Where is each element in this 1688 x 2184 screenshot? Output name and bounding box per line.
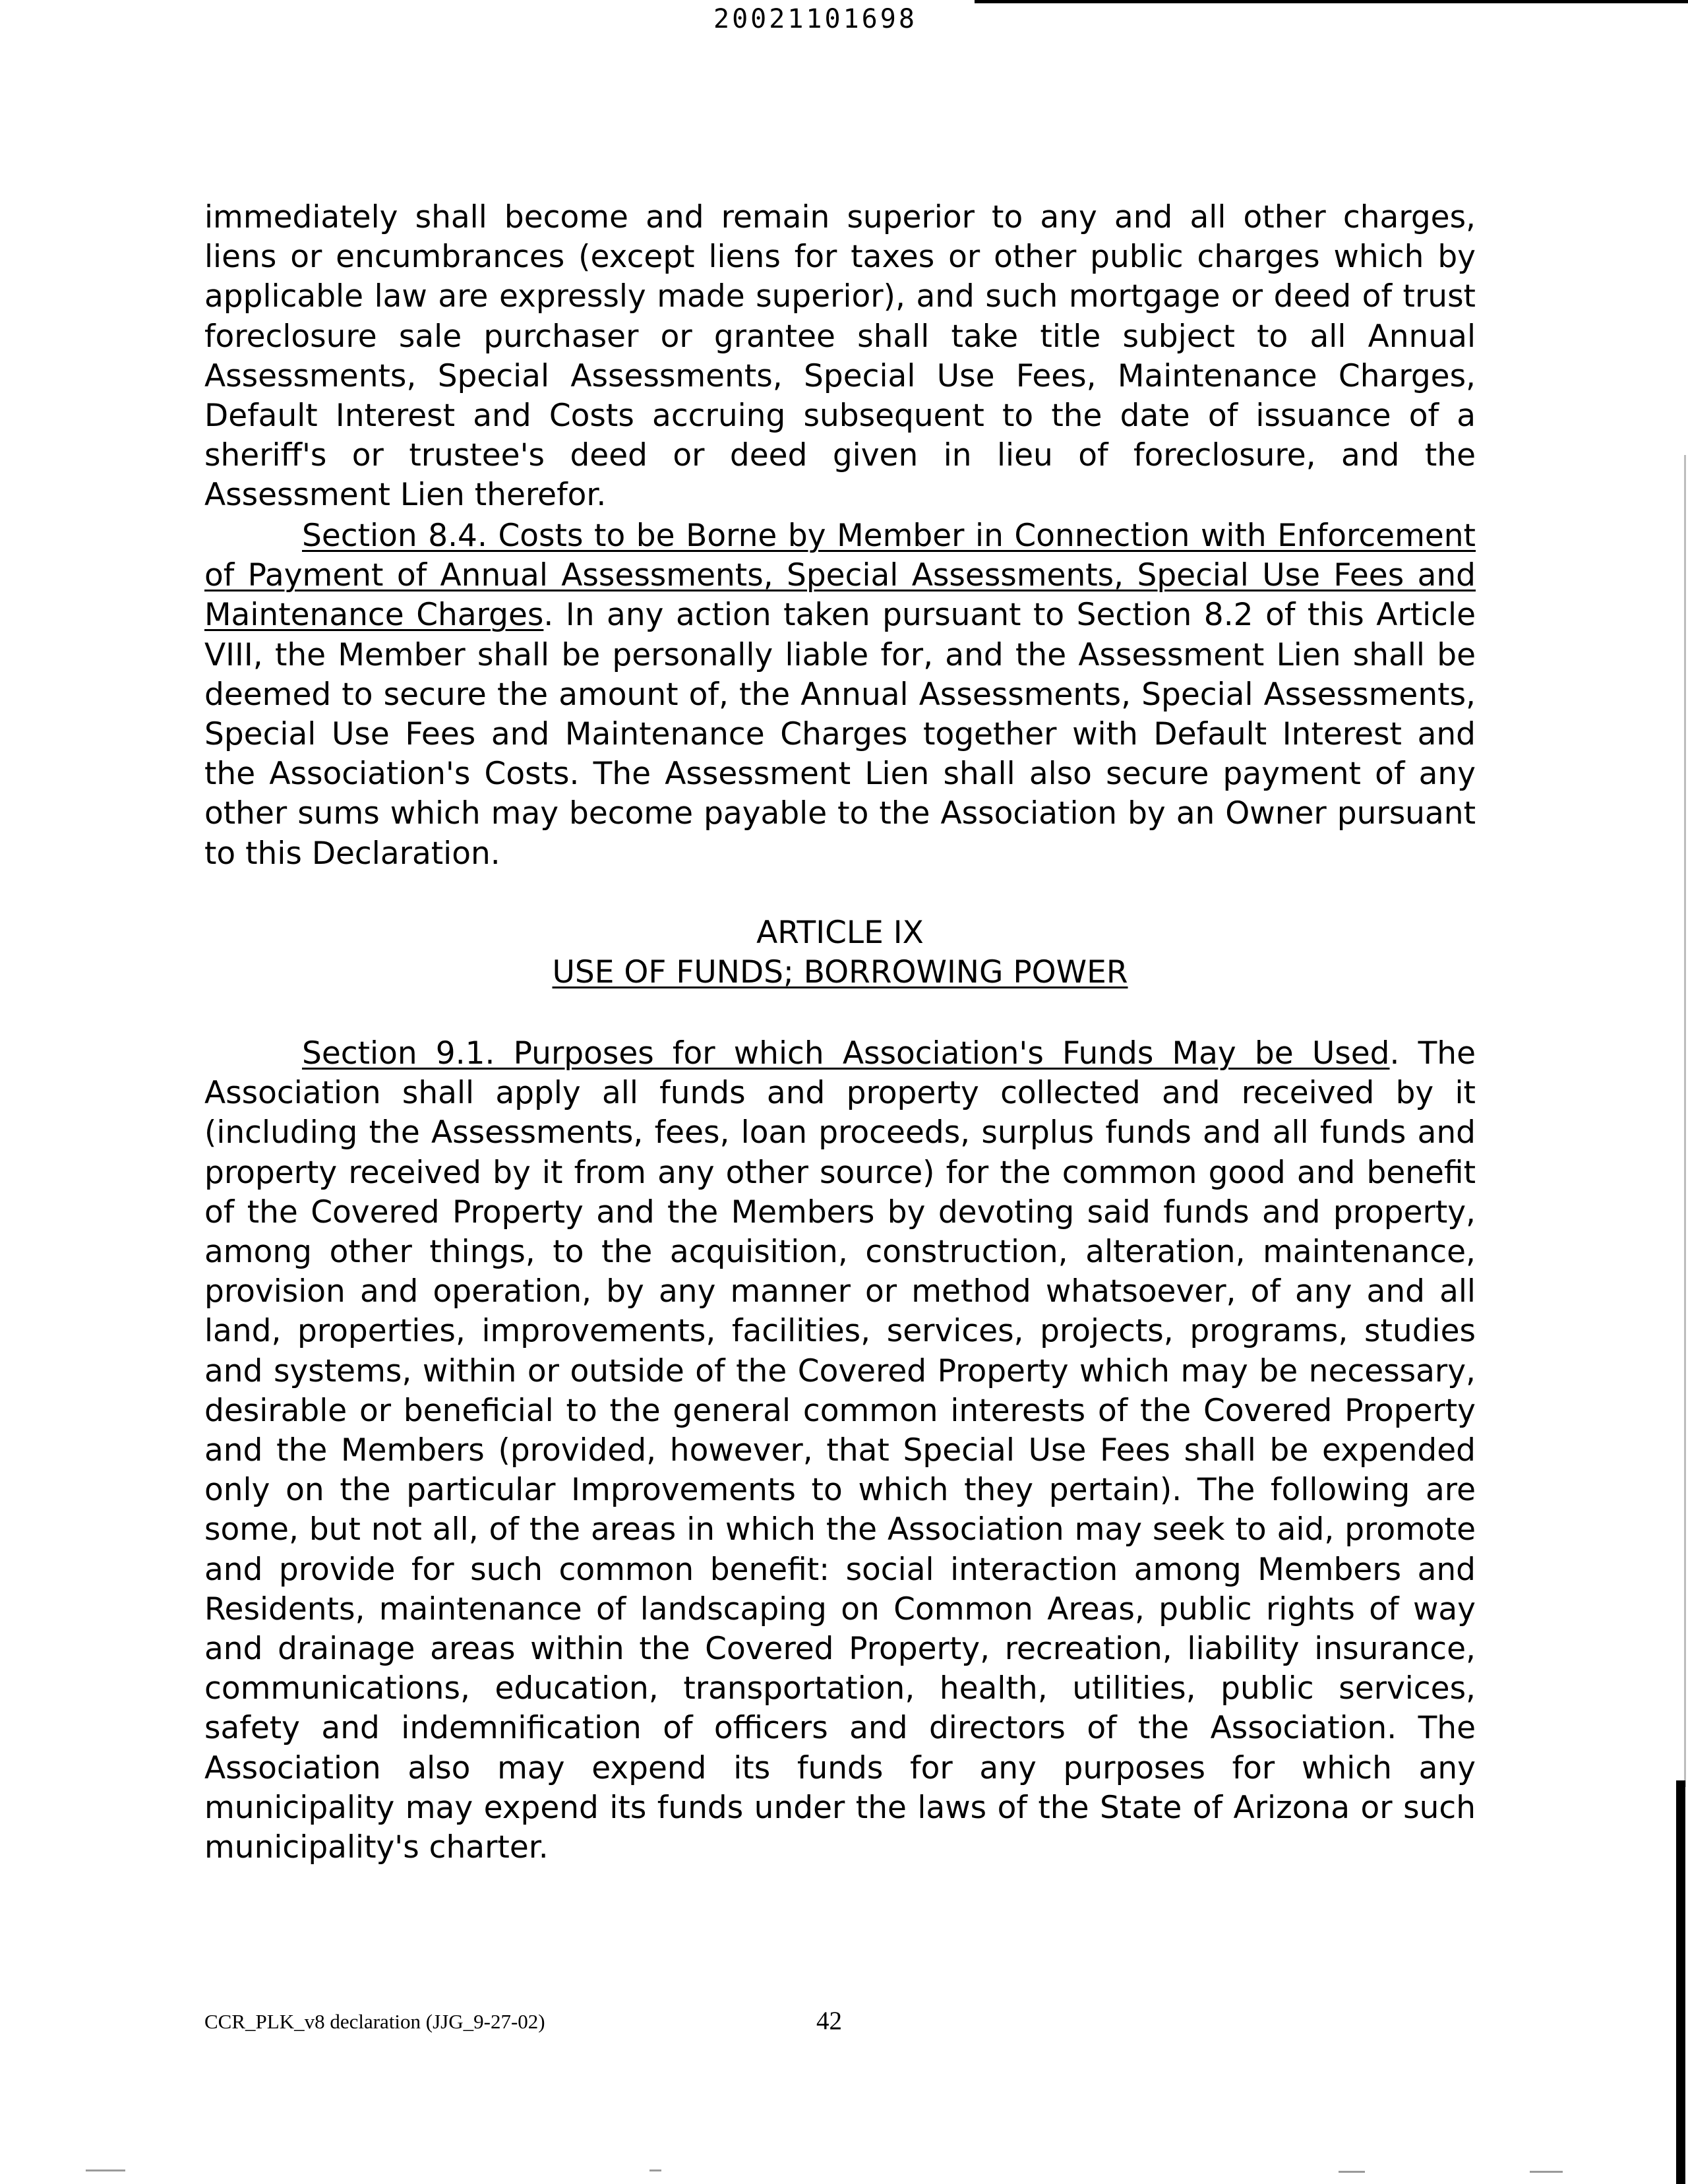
section-8-4-paragraph [204, 516, 1476, 874]
top-rule [975, 0, 1688, 3]
paragraph-continuation [204, 198, 1476, 516]
paragraph-text: immediately shall become and remain superior to any and all other charges, liens or encumbrances (except liens for taxes or other public charges which by applicable law are expressly made superior), and such mortgage or deed of trust foreclosure sale purchaser or grantee shall take title subject to all Annual Assessments, Special Assessments, Special Use Fees, Maintenance Charges, Default Interest and Costs accruing subsequent to the date of issuance of a sheriff's or trustee's deed or deed given in lieu of foreclosure, and the Assessment Lien therefor. [204, 199, 1476, 514]
footer-page-number: 42 [816, 2007, 842, 2035]
recording-number: 20021101698 [713, 4, 917, 34]
scan-speck [649, 2169, 661, 2171]
section-9-1-body: . The Association shall apply all funds and property collected and received by it (including the Assessments, fees, loan proceeds, surplus funds and all funds and property received by it from any other source) for the common good and benefit of the Covered Property and the Members by devoting said funds and property, among other things, to the acquisition, construction, alteration, maintenance, provision and operation, by any manner or method whatsoever, of any and all land, properties, improvements, facilities, services, projects, programs, studies and systems, within or outside of the Covered Property which may be necessary, desirable or beneficial to the general common interests of the Covered Property and the Members (provided, however, that Special Use Fees shall be expended only on the particular Improvements to which they pertain). The following are some, but not all, of the areas in which the Association may seek to aid, promote and provide for such common benefit: social interaction among Members and Residents, maintenance of landscaping on Common Areas, public rights of way and drainage areas within the Covered Property, recreation, liability insurance, communications, education, transportation, health, utilities, public services, safety and indemnification of officers and directors of the Association. The Association also may expend its funds for any purposes for which any municipality may expend its funds under the laws of the State of Arizona or such municipality's charter. [204, 1035, 1476, 1866]
section-9-1-paragraph [204, 1034, 1476, 1867]
scan-speck [1530, 2171, 1563, 2173]
scan-speck [1339, 2171, 1365, 2173]
article-number: ARTICLE IX [756, 915, 924, 951]
section-8-4-heading: Section 8.4. Costs to be Borne by Member in Connection with Enforcement of Payment of Annual Assessments, Special Assessments, Special Use Fees and Maintenance Charges [204, 518, 1476, 634]
scan-edge-line [1684, 455, 1686, 1787]
scan-edge-bar [1676, 1780, 1685, 2184]
section-8-4-body: . In any action taken pursuant to Section 8.2 of this Article VIII, the Member shall be personally liable for, and the Assessment Lien shall be deemed to secure the amount of, the Annual Assessments, Special Assessments, Special Use Fees and Maintenance Charges together with Default Interest and the Association's Costs. The Assessment Lien shall also secure payment of any other sums which may become payable to the Association by an Owner pursuant to this Declaration. [204, 597, 1476, 872]
article-title [204, 953, 1476, 992]
scan-speck [86, 2169, 125, 2171]
footer-document-id: CCR_PLK_v8 declaration (JJG_9-27-02) [204, 2010, 545, 2033]
section-9-1-heading: Section 9.1. Purposes for which Association's Funds May be Used [302, 1035, 1390, 1072]
article-title-text: USE OF FUNDS; BORROWING POWER [552, 954, 1128, 990]
